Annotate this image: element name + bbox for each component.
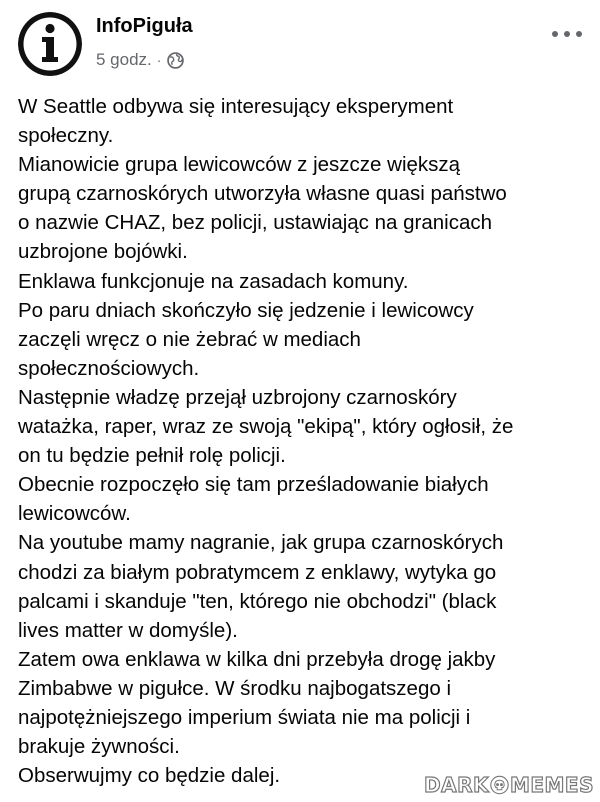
post-line: Zatem owa enklawa w kilka dni przebyła drogę jakby bbox=[18, 647, 496, 671]
post-line: grupą czarnoskórych utworzyła własne quasi państwo bbox=[18, 182, 507, 206]
post-line: Następnie władzę przejął uzbrojony czarnoskóry bbox=[18, 385, 457, 409]
post-line: Obserwujmy co będzie dalej. bbox=[18, 764, 281, 788]
post-line: uzbrojone bojówki. bbox=[18, 240, 188, 264]
skull-icon bbox=[490, 773, 509, 797]
globe-icon[interactable] bbox=[167, 52, 184, 69]
post-line: zaczęli wręcz o nie żebrać w mediach bbox=[18, 327, 361, 351]
post-line: Zimbabwe w pigułce. W środku najbogatszego i bbox=[18, 676, 451, 700]
watermark-left: DARK bbox=[424, 773, 489, 797]
post-line: społecznościowych. bbox=[18, 356, 200, 380]
more-dot bbox=[576, 31, 582, 37]
post-text bbox=[18, 92, 594, 790]
meta-separator: · bbox=[156, 52, 162, 68]
post-line: lives matter w domyśle). bbox=[18, 618, 238, 642]
more-dot bbox=[564, 31, 570, 37]
post-line: chodzi za białym pobratymcem z enklawy, wytyka go bbox=[18, 560, 497, 584]
post-line: najpotężniejszego imperium świata nie ma policji i bbox=[18, 705, 471, 729]
post-line: watażka, raper, wraz ze swoją "ekipą", który ogłosił, że bbox=[18, 415, 514, 439]
watermark bbox=[424, 772, 594, 798]
post-line: palcami i skanduje "ten, którego nie obchodzi" (black bbox=[18, 589, 497, 613]
post-line: Enklawa funkcjonuje na zasadach komuny. bbox=[18, 269, 409, 293]
watermark-right: MEMES bbox=[509, 773, 594, 797]
post-line: Obecnie rozpoczęło się tam prześladowanie białych bbox=[18, 473, 489, 497]
post-line: on tu będzie pełnił rolę policji. bbox=[18, 444, 286, 468]
page-avatar[interactable] bbox=[18, 12, 82, 76]
post-line: Po paru dniach skończyło się jedzenie i lewicowcy bbox=[18, 298, 474, 322]
post-line: społeczny. bbox=[18, 124, 114, 148]
post-line: o nazwie CHAZ, bez policji, ustawiając na granicach bbox=[18, 211, 493, 235]
post-meta bbox=[96, 50, 184, 70]
post-line: Mianowicie grupa lewicowców z jeszcze większą bbox=[18, 153, 461, 177]
post-line: W Seattle odbywa się interesujący eksperyment bbox=[18, 95, 454, 118]
post-line: Na youtube mamy nagranie, jak grupa czarnoskórych bbox=[18, 531, 504, 555]
post-line: brakuje żywności. bbox=[18, 735, 180, 759]
author-name[interactable]: InfoPiguła bbox=[96, 15, 193, 37]
post-time[interactable]: 5 godz. bbox=[96, 50, 152, 69]
more-options-button[interactable] bbox=[552, 24, 582, 44]
more-dot bbox=[552, 31, 558, 37]
post-line: lewicowców. bbox=[18, 502, 131, 526]
